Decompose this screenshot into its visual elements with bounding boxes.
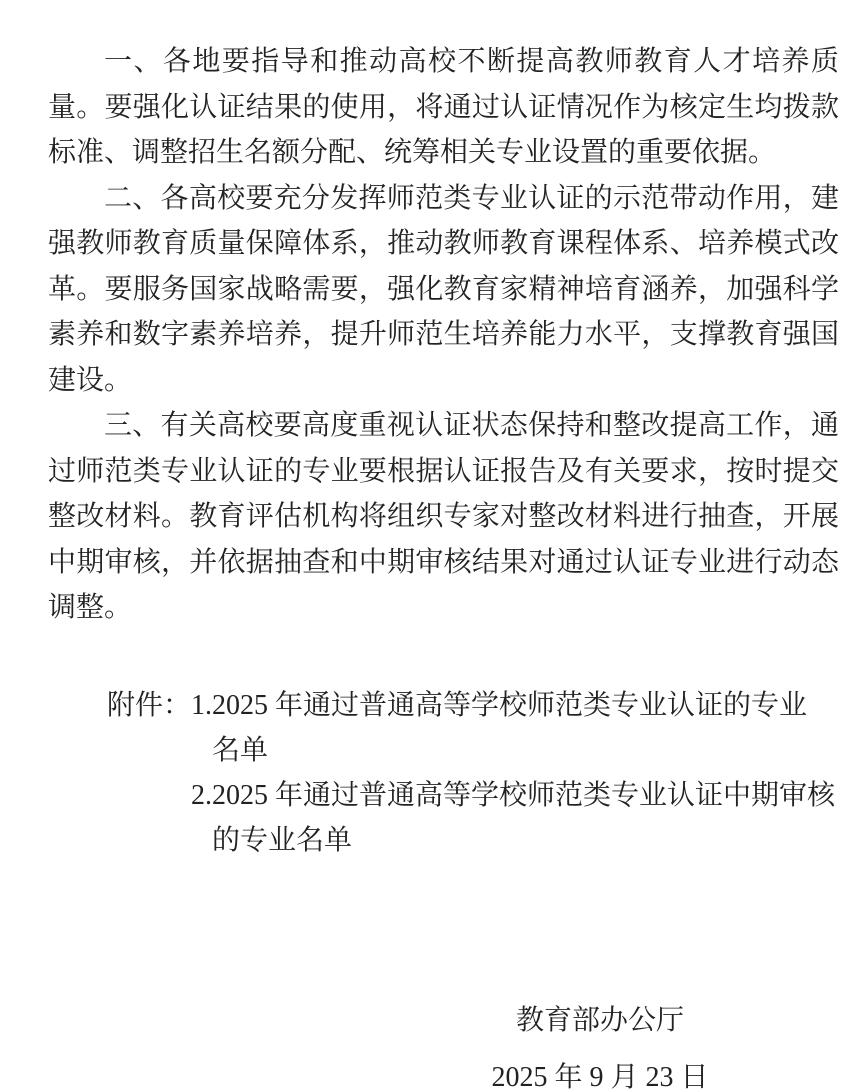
- attachment-item-1-line-2: 名单: [212, 735, 269, 766]
- issuer-name: 教育部办公厅: [515, 1005, 684, 1036]
- attachment-item-2-line-2: 的专业名单: [212, 825, 353, 856]
- attachment-block: [107, 683, 835, 863]
- attachment-item-2-line-1: 2.2025 年通过普通高等学校师范类专业认证中期审核: [191, 780, 836, 811]
- paragraph-2: 二、各高校要充分发挥师范类专业认证的示范带动作用，建强教师教育质量保障体系，推动教师教育课程体系、培养模式改革。要服务国家战略需要，强化教育家精神培育涵养，加强科学素养和数字素养培养，提升师范生培养能力水平，支撑教育强国建设。: [48, 182, 839, 396]
- attachment-list: [191, 683, 835, 863]
- signature-date: 2025 年 9 月 23 日: [491, 1062, 709, 1092]
- signature-block: [450, 998, 750, 1092]
- attachment-label: 附件：: [107, 690, 192, 721]
- document-body: [48, 39, 839, 631]
- attachment-item-1: [191, 683, 835, 773]
- paragraph-3: 三、有关高校要高度重视认证状态保持和整改提高工作，通过师范类专业认证的专业要根据认证报告及有关要求，按时提交整改材料。教育评估机构将组织专家对整改材料进行抽查，开展中期审核，并依据抽查和中期审核结果对通过认证专业进行动态调整。: [48, 410, 839, 623]
- attachment-item-1-line-1: 1.2025 年通过普通高等学校师范类专业认证的专业: [191, 690, 808, 721]
- attachment-item-2: [191, 773, 835, 863]
- paragraph-1: 一、各地要指导和推动高校不断提高教师教育人才培养质量。要强化认证结果的使用，将通过认证情况作为核定生均拨款标准、调整招生名额分配、统筹相关专业设置的重要依据。: [48, 46, 839, 168]
